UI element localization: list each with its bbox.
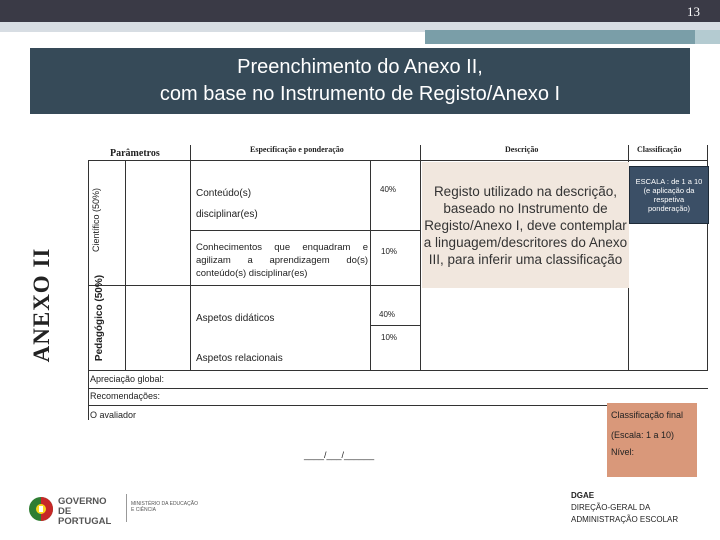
dgae-line2: DIREÇÃO-GERAL DA <box>571 503 651 512</box>
row-didaticos: Aspetos didáticos <box>196 313 275 324</box>
title-line-1: Preenchimento do Anexo II, <box>237 56 483 78</box>
desc-divider <box>420 145 421 370</box>
weight-conhecimentos: 10% <box>381 247 398 256</box>
header-bottom-line <box>88 160 708 161</box>
weight-didaticos: 40% <box>379 310 396 319</box>
title-line-2: com base no Instrumento de Registo/Anexo I <box>159 83 561 105</box>
group-label-pedagogico: Pedagógico (50%) <box>94 274 105 362</box>
governo-logo <box>26 492 206 526</box>
row-conteudo-line1: Conteúdo(s) <box>196 188 252 199</box>
row-conhecimentos: Conhecimentos que enquadram e agilizam a aprendizagem do(s) conteúdo(s) disciplinar(es) <box>196 242 368 279</box>
table-left-border <box>88 160 89 420</box>
header-descricao: Descrição <box>505 145 539 154</box>
recomendacoes-line <box>88 388 708 389</box>
avaliador-label: O avaliador <box>90 410 137 420</box>
ministerio-text: MINISTÉRIO DA EDUCAÇÃO E CIÊNCIA <box>131 501 198 513</box>
escala-text: ESCALA : de 1 a 10 (e aplicação da respetiva ponderação) <box>635 177 703 213</box>
teal-accent-light <box>695 30 720 44</box>
header-parametros: Parâmetros <box>110 148 160 159</box>
weight-divider <box>370 161 371 370</box>
descricao-box <box>422 162 629 288</box>
row-conteudo-line2: disciplinar(es) <box>196 209 258 220</box>
apreciacao-label: Apreciação global: <box>90 374 165 384</box>
classificacao-final-box <box>607 403 697 477</box>
page-number: 13 <box>687 4 700 19</box>
dgae-line3: ADMINISTRAÇÃO ESCOLAR <box>571 515 679 524</box>
descricao-text: Registo utilizado na descrição, baseado no Instrumento de Registo/Anexo I, deve contemplar a linguagem/descritores do Anexo III, para inferir uma classificação <box>423 183 628 267</box>
row-divider-3 <box>370 325 421 326</box>
portugal-emblem-icon <box>26 494 56 524</box>
avaliador-line <box>88 405 608 406</box>
header-classificacao: Classificação <box>637 145 682 154</box>
teal-accent <box>425 30 695 44</box>
escala-box <box>629 166 709 224</box>
slide-title <box>30 48 690 114</box>
weight-conteudo: 40% <box>380 185 397 194</box>
group-divider <box>88 285 421 286</box>
dgae-line1: DGAE <box>571 491 595 500</box>
row-divider-1 <box>190 230 421 231</box>
classificacao-final-escala: (Escala: 1 a 10) <box>611 430 675 440</box>
side-label: ANEXO II <box>29 247 54 363</box>
group-label-cientifico: Científico (50%) <box>91 187 101 253</box>
apreciacao-line <box>88 370 708 371</box>
recomendacoes-label: Recomendações: <box>90 391 161 401</box>
logo-divider <box>126 494 127 522</box>
header-especificacao: Especificação e ponderação <box>250 145 344 154</box>
classificacao-final-nivel: Nível: <box>611 447 635 457</box>
param-divider <box>125 160 126 370</box>
dgae-block <box>571 490 678 526</box>
spec-divider <box>190 145 191 370</box>
classificacao-final-label: Classificação final <box>611 410 684 420</box>
governo-text: GOVERNO DE PORTUGAL <box>58 496 112 527</box>
weight-relacionais: 10% <box>381 333 398 342</box>
row-relacionais: Aspetos relacionais <box>196 353 283 364</box>
top-bar <box>0 0 720 22</box>
date-placeholder: ____/___/______ <box>304 450 375 460</box>
